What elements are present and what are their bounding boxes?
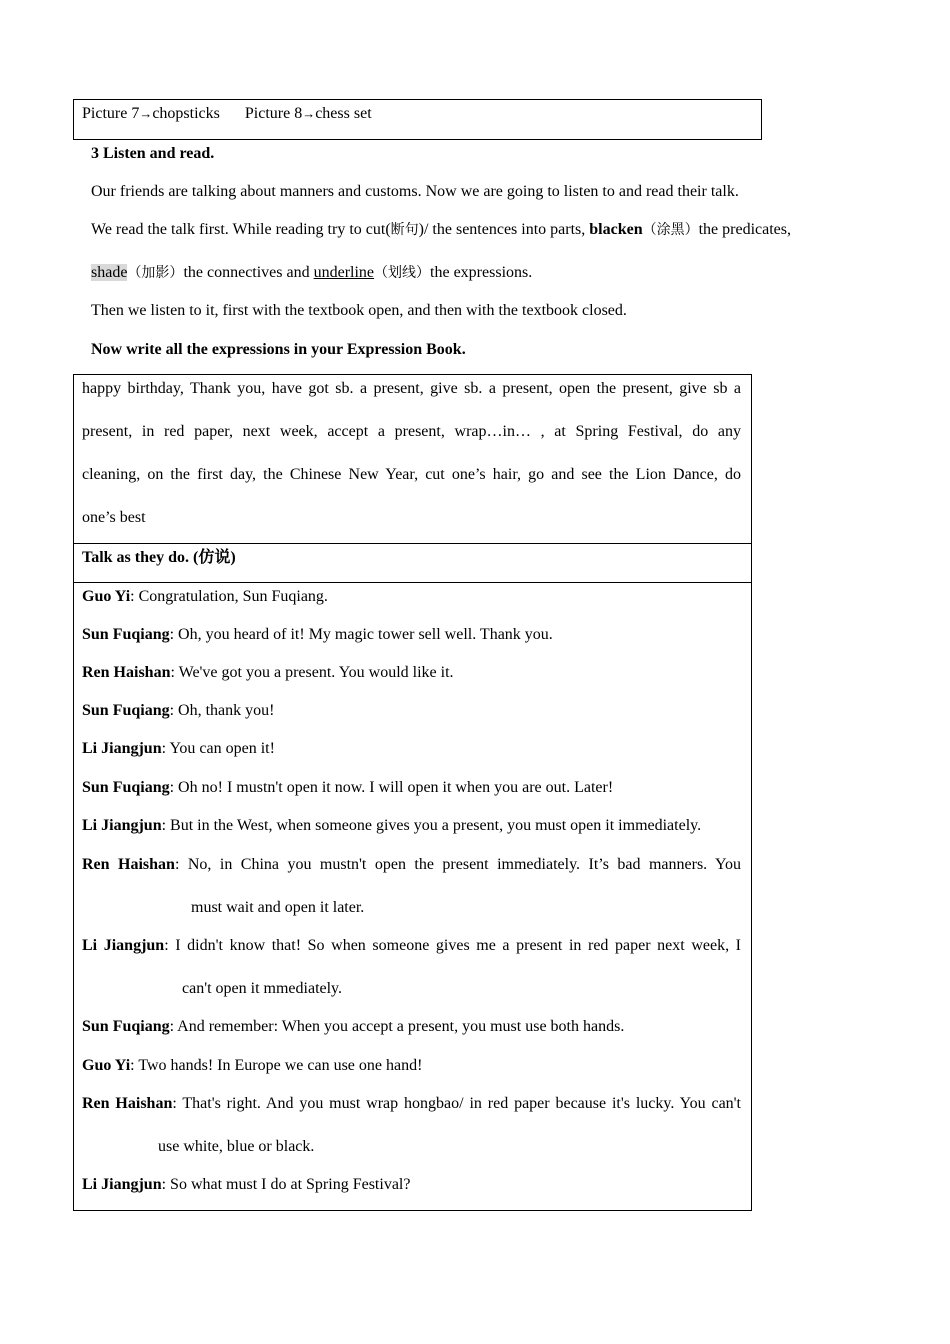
expression-line: present, in red paper, next week, accept a present, wrap…in… , at Spring Festival, do any — [82, 423, 741, 440]
p3-underline: underline — [313, 264, 375, 281]
section-heading: 3 Listen and read. — [91, 145, 215, 162]
instruction-p2 — [91, 220, 791, 240]
dialogue-line — [82, 778, 613, 798]
pic8-label: Picture 8 — [244, 105, 303, 122]
table-divider — [73, 582, 752, 583]
dialogue-line — [82, 739, 275, 759]
utterance: : You can open it! — [161, 740, 275, 757]
dialogue-line — [82, 663, 454, 683]
p3-text-a: the connectives and — [183, 264, 314, 281]
dialogue-line — [82, 816, 701, 836]
expression-line: happy birthday, Thank you, have got sb. a present, give sb. a present, open the present, give sb a — [82, 380, 741, 397]
utterance: : Congratulation, Sun Fuqiang. — [130, 588, 328, 605]
pic7-answer: chopsticks — [152, 105, 220, 122]
p2-blacken: blacken — [589, 221, 643, 238]
p3-shade-cn: （加影） — [127, 265, 184, 281]
utterance: : And remember: When you accept a present, you must use both hands. — [169, 1018, 625, 1035]
dialogue-line — [82, 1175, 410, 1195]
p3-text-b: the expressions. — [430, 264, 533, 281]
utterance: : We've got you a present. You would like it. — [170, 664, 454, 681]
arrow-icon: → — [139, 106, 153, 121]
dialogue-continuation: use white, blue or black. — [158, 1138, 315, 1155]
speaker: Ren Haishan — [82, 664, 171, 681]
speaker: Sun Fuqiang — [82, 1018, 170, 1035]
dialogue-line — [82, 701, 274, 721]
speaker: Ren Haishan — [82, 856, 175, 873]
answer-line — [82, 104, 372, 124]
p2-blacken-cn: （涂黑） — [642, 222, 699, 238]
utterance: : Oh no! I mustn't open it now. I will open it when you are out. Later! — [169, 779, 614, 796]
speaker: Sun Fuqiang — [82, 626, 170, 643]
speaker: Guo Yi — [82, 588, 131, 605]
utterance: : I didn't know that! So when someone gives me a present in red paper next week, I — [164, 937, 742, 954]
speaker: Guo Yi — [82, 1057, 131, 1074]
expression-line: one’s best — [82, 509, 146, 526]
arrow-icon: → — [302, 106, 316, 121]
instruction-p1: Our friends are talking about manners and customs. Now we are going to listen to and read their talk. — [91, 183, 739, 200]
table-divider — [73, 543, 752, 544]
dialogue-continuation: can't open it mmediately. — [182, 980, 343, 997]
dialogue-line — [82, 1017, 624, 1037]
utterance: : But in the West, when someone gives you a present, you must open it immediately. — [161, 817, 702, 834]
speaker: Sun Fuqiang — [82, 702, 170, 719]
utterance: : Oh, thank you! — [169, 702, 275, 719]
speaker: Ren Haishan — [82, 1095, 173, 1112]
dialogue-continuation: must wait and open it later. — [191, 899, 365, 916]
p2-text-a: We read the talk first. While reading try to cut( — [91, 221, 391, 238]
p3-shade: shade — [91, 264, 128, 281]
expression-line: cleaning, on the first day, the Chinese New Year, cut one’s hair, go and see the Lion Dance, do — [82, 466, 741, 483]
p3-underline-cn: （划线） — [374, 265, 431, 281]
speaker: Li Jiangjun — [82, 817, 162, 834]
p2-text-b: )/ the sentences into parts, — [418, 221, 590, 238]
dialogue-line — [82, 855, 741, 875]
instruction-p3 — [91, 263, 532, 283]
talk-heading: Talk as they do. (仿说) — [82, 549, 236, 566]
pic8-answer: chess set — [315, 105, 372, 122]
dialogue-line — [82, 625, 553, 645]
p2-text-c: the predicates, — [698, 221, 792, 238]
utterance: : That's right. And you must wrap hongbao/ in red paper because it's lucky. You can't — [172, 1095, 742, 1112]
utterance: : Oh, you heard of it! My magic tower sell well. Thank you. — [169, 626, 553, 643]
instruction-p4: Then we listen to it, first with the textbook open, and then with the textbook closed. — [91, 302, 627, 319]
dialogue-line — [82, 587, 328, 607]
pic7-label: Picture 7 — [82, 105, 140, 122]
p2-cut-cn: 断句 — [390, 222, 419, 238]
speaker: Li Jiangjun — [82, 740, 162, 757]
speaker: Li Jiangjun — [82, 937, 165, 954]
speaker: Sun Fuqiang — [82, 779, 170, 796]
instruction-p5: Now write all the expressions in your Expression Book. — [91, 341, 466, 358]
dialogue-line — [82, 936, 741, 956]
utterance: : No, in China you mustn't open the present immediately. It’s bad manners. You — [174, 856, 741, 873]
dialogue-line — [82, 1056, 422, 1076]
utterance: : Two hands! In Europe we can use one hand! — [130, 1057, 423, 1074]
dialogue-line — [82, 1094, 741, 1114]
speaker: Li Jiangjun — [82, 1176, 162, 1193]
utterance: : So what must I do at Spring Festival? — [161, 1176, 411, 1193]
